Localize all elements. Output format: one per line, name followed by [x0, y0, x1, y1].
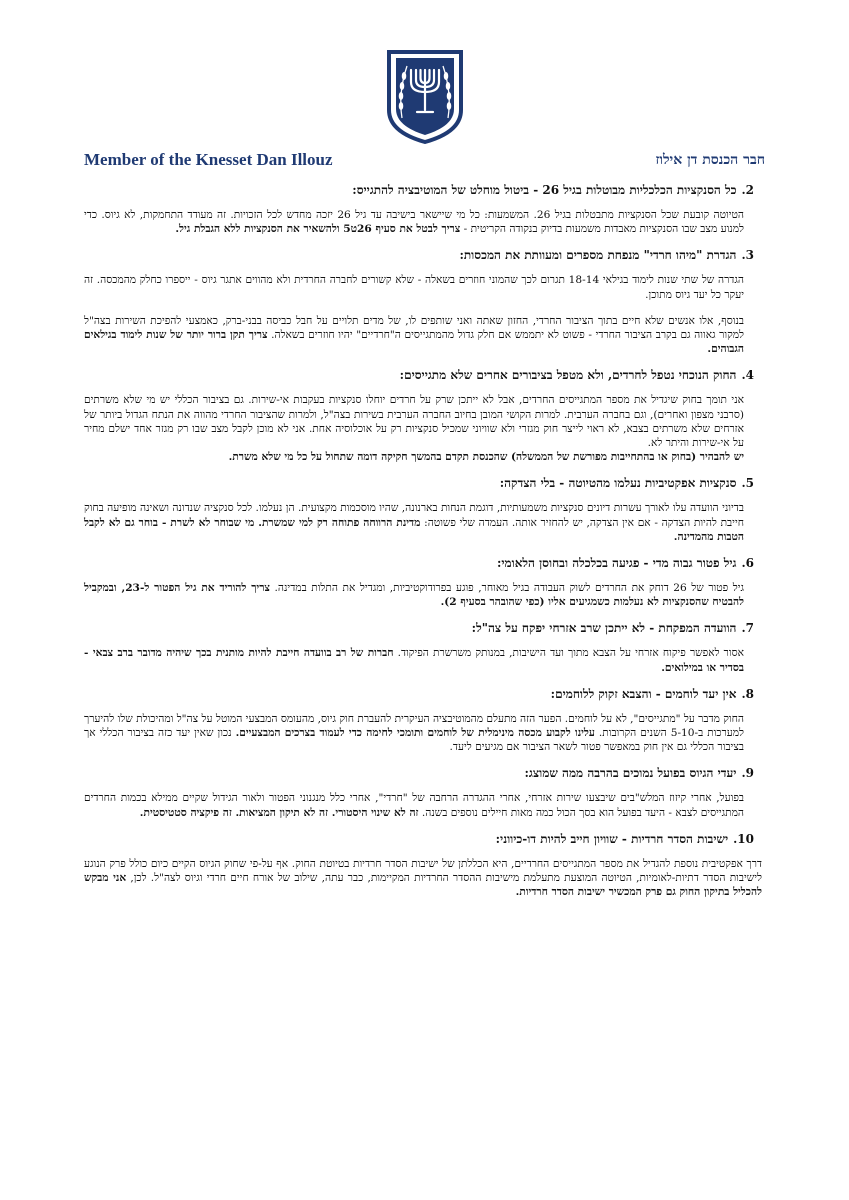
paragraph-text: אסור לאפשר פיקוח אזרחי על הצבא מתוך ועד הישיבות, במנותק משרשרת הפיקוד.	[393, 647, 744, 660]
paragraph	[84, 646, 744, 674]
paragraph-emphasis: עלינו לקבוע מכסה מינימלית של לוחמים ותומכי לחימה כדי לעמוד בצרכים המבצעיים.	[235, 727, 595, 740]
paragraph	[84, 208, 744, 236]
section-4	[84, 368, 762, 464]
paragraph	[84, 501, 744, 544]
paragraph-text: בפועל, אחרי קיזוז המלש"בים שיבצעו שירות אזרחי, אחרי ההגדרה הרחבה של "חרדי", אחרי כלל מנגנוני הפטור ולאור הגידול שקיים ממילא בכמות החרדים המתגייסים לצבא - היעד בפועל הוא בסך הכול כמה מאות חיילים נוספים בשנה.	[84, 792, 744, 819]
section-title: הוועדה המפקחת - לא ייתכן שרב אזרחי יפקח על צה"ל:	[471, 621, 737, 636]
paragraph-emphasis: מדינת הרווחה פתוחה רק למי שמשרת. מי שבוחר לא לשרת - בוחר גם לא לקבל הטבות מהמדינה.	[84, 516, 744, 543]
paragraph-emphasis: יש להבהיר (בחוק או בהתחייבות מפורשת של הממשלה) שהכנסת תקדם בהמשך חקיקה דומה שתחול על כל מי שלא משרת.	[228, 451, 744, 464]
section-9	[84, 766, 762, 819]
section-title: גיל פטור גבוה מדי - פגיעה בכלכלה ובחוסן הלאומי:	[496, 556, 737, 571]
paragraph-text: דרך אפקטיבית נוספת להגדיל את מספר המתגייסים החרדיים, היא הכללתן של ישיבות הסדר חרדיות בטיוטת החוק. אף על-פי שחוק הגיוס הקיים כיום כולל פרק הנוגע לישיבות הסדר דתיות-לאומיות, הטיוטה המוצעת מתעלמת מישיבות ההסדר החרדיות המקיימות, כבר עתה, שילוב של אורח חיים חרדי וגיוס לצה"ל. לכן,	[84, 857, 762, 885]
section-heading	[84, 183, 756, 198]
knesset-emblem-icon	[385, 48, 465, 144]
paragraph	[84, 791, 744, 819]
section-title: יעדי הגיוס בפועל נמוכים בהרבה ממה שמוצג:	[524, 766, 737, 781]
paragraph	[84, 393, 744, 450]
paragraph-emphasis: זה לא שינוי היסטורי. זה לא תיקון המציאות. זה פיקציה סטטיסטית.	[139, 806, 419, 819]
section-heading	[84, 476, 756, 491]
section-5	[84, 476, 762, 544]
section-title: הגדרת "מיהו חרדי" מנפחת מספרים ומעוותת את המכסות:	[459, 248, 737, 263]
paragraph-text: אני תומך בחוק שיגדיל את מספר המתגייסים החרדים, אבל לא ייתכן שרק על חרדים יוחלו סנקציות בעקבות אי-שירות. גם בציבור הכללי יש מי שלא משרתים (סרבני מצפון ואחרים), וגם בחברה הערבית. למרות הקושי המובן בחיוב החברה הערבית בשירות בצה"ל, ולמרות שהציבור החרדי מהווה את הנתח הגדול ביותר של אזרחים שלא משרתים בצבא, לא ראוי לייצר חוק מגזרי ולא שוויוני שמכיל סנקציות רק על אוכלוסיה אחת. אני לא מוכן לקבל מצב שבו רק מגזר אחד ישלם מחיר על אי-שירות והיתר לא.	[84, 394, 744, 450]
section-number: 4.	[741, 368, 754, 383]
letterhead	[84, 150, 765, 174]
letter-body	[84, 183, 762, 1193]
paragraph	[84, 712, 744, 755]
paragraph-text: נכון שאין יעד כזה בציבור הכללי אך בציבור הכללי גם אין חוק במאפשר פטור לשאר הציבור אם מגיעים ליעד.	[84, 727, 744, 754]
section-10	[84, 832, 762, 900]
section-title: סנקציות אפקטיביות נעלמו מהטיוטה - בלי הצדקה:	[499, 476, 737, 491]
member-name-english: Member of the Knesset Dan Illouz	[84, 150, 333, 169]
section-number: 2.	[741, 183, 754, 197]
section-number: 5.	[741, 476, 754, 491]
section-number: 7.	[741, 621, 754, 636]
paragraph	[84, 581, 744, 609]
paragraph-emphasis: צריך להוריד את גיל הפטור ל-23, ובמקביל להבטיח שהסנקציות לא נעלמות כשמגיעים אליו (כפי שהובהר בסעיף 2).	[84, 582, 744, 609]
section-title: החוק הנוכחי נטפל לחרדים, ולא מטפל בציבורים אחרים שלא מתגייסים:	[399, 368, 737, 383]
paragraph-text: החוק מדבר על "מתגייסים", לא על לוחמים. הפער הזה מתעלם מהמוטיבציה העיקרית להעברת חוק גיוס, מהעומס המבצעי המוטל על צה"ל ומהיכולת שלו להיערך למערכות ב-5-10 השנים הקרובות.	[84, 712, 745, 740]
paragraph-text: הטיוטה קובעת שכל הסנקציות מתבטלות בגיל 26. המשמעות: כל מי שיישאר בישיבה עד גיל 26 יזכה מחדש לכל הזכויות. זה מעודד התחמקות, לא גיוס. כדי למנוע מצב שבו הסנקציות מאבדות משמעות בדיוק בנקודה הקריטית -	[84, 209, 744, 236]
paragraph-text: הגדרה של שתי שנות לימוד בגילאי 18-14 תגרום לכך שהמוני חוזרים בשאלה - שלא קשורים לחברה החרדית ולא מהווים אתגר גיוס - ייספרו כחלק מהמכסה. זה יעקר כל יעד גיוס מתוכן.	[84, 274, 744, 301]
paragraph	[84, 273, 744, 301]
section-number: 10.	[733, 831, 754, 846]
section-title: ישיבות הסדר חרדיות - שוויון חייב להיות דו-כיווני:	[495, 831, 729, 846]
paragraph	[84, 857, 762, 900]
section-8	[84, 687, 762, 755]
section-heading	[84, 766, 756, 781]
paragraph-emphasis: אני מבקש להכליל בתיקון החוק גם פרק המכשיר ישיבות הסדר חרדיות.	[84, 872, 762, 899]
paragraph-emphasis: צריך לבטל את סעיף 26ט5 ולהשאיר את הסנקציות ללא הגבלת גיל.	[175, 223, 461, 236]
paragraph-text: בדיוני הוועדה עלו לאורך עשרות דיונים סנקציות משמעותיות, דוגמת הנחות בארנונה, שהיו מוסכמות מקצועית. הן נעלמו. לכל סנקציה שנדונה ושאינה מופיעה בחוק חייבת להיות הצדקה - אם אין הצדקה, יש להחזיר אותה. העמדה שלי פשוטה:	[84, 502, 744, 529]
paragraph-emphasis: חברות של רב בוועדה חייבת להיות מותנית בכך שיהיה מדובר ברב צבאי - בסדיר או במילואים.	[84, 647, 744, 674]
section-heading	[84, 248, 756, 263]
paragraph-emphasis: צריך תקן ברור יותר של שנות לימוד בגילאים הגבוהים.	[84, 329, 744, 356]
section-7	[84, 621, 762, 674]
section-title: כל הסנקציות הכלכליות מבוטלות בגיל 26 - ביטול מוחלט של המוטיבציה להתגייס:	[352, 183, 737, 197]
section-6	[84, 556, 762, 609]
section-title: אין יעד לוחמים - והצבא זקוק ללוחמים:	[550, 686, 737, 701]
section-number: 3.	[741, 248, 754, 263]
section-heading	[84, 368, 756, 383]
paragraph	[84, 450, 744, 464]
section-number: 6.	[741, 556, 754, 571]
member-name-hebrew: חבר הכנסת דן אילוז	[655, 152, 765, 168]
section-heading	[84, 832, 756, 847]
section-heading	[84, 621, 756, 636]
section-heading	[84, 687, 756, 702]
paragraph	[84, 314, 744, 357]
section-3	[84, 248, 762, 356]
paragraph-text: גיל פטור של 26 דוחק את החרדים לשוק העבודה בגיל מאוחר, פוגע בפרודוקטיביות, ומגדיל את התלות במדינה.	[269, 582, 745, 595]
section-number: 9.	[741, 766, 754, 781]
section-number: 8.	[741, 686, 754, 701]
section-2	[84, 183, 762, 236]
paragraph-text: בנוסף, אלו אנשים שלא חיים בתוך הציבור החרדי, החזון שאתה ואני שותפים לו, של מדים תלויים על חבל כביסה בבני-ברק, כאמצעי להפיכת השירות בצה"ל למקור גאווה גם בקרב הציבור החרדי - פשוט לא יתממש אם חלק גדול מהמתגייסים ה"חרדיים" יהיו חוזרים בשאלה.	[84, 314, 744, 342]
section-heading	[84, 556, 756, 571]
